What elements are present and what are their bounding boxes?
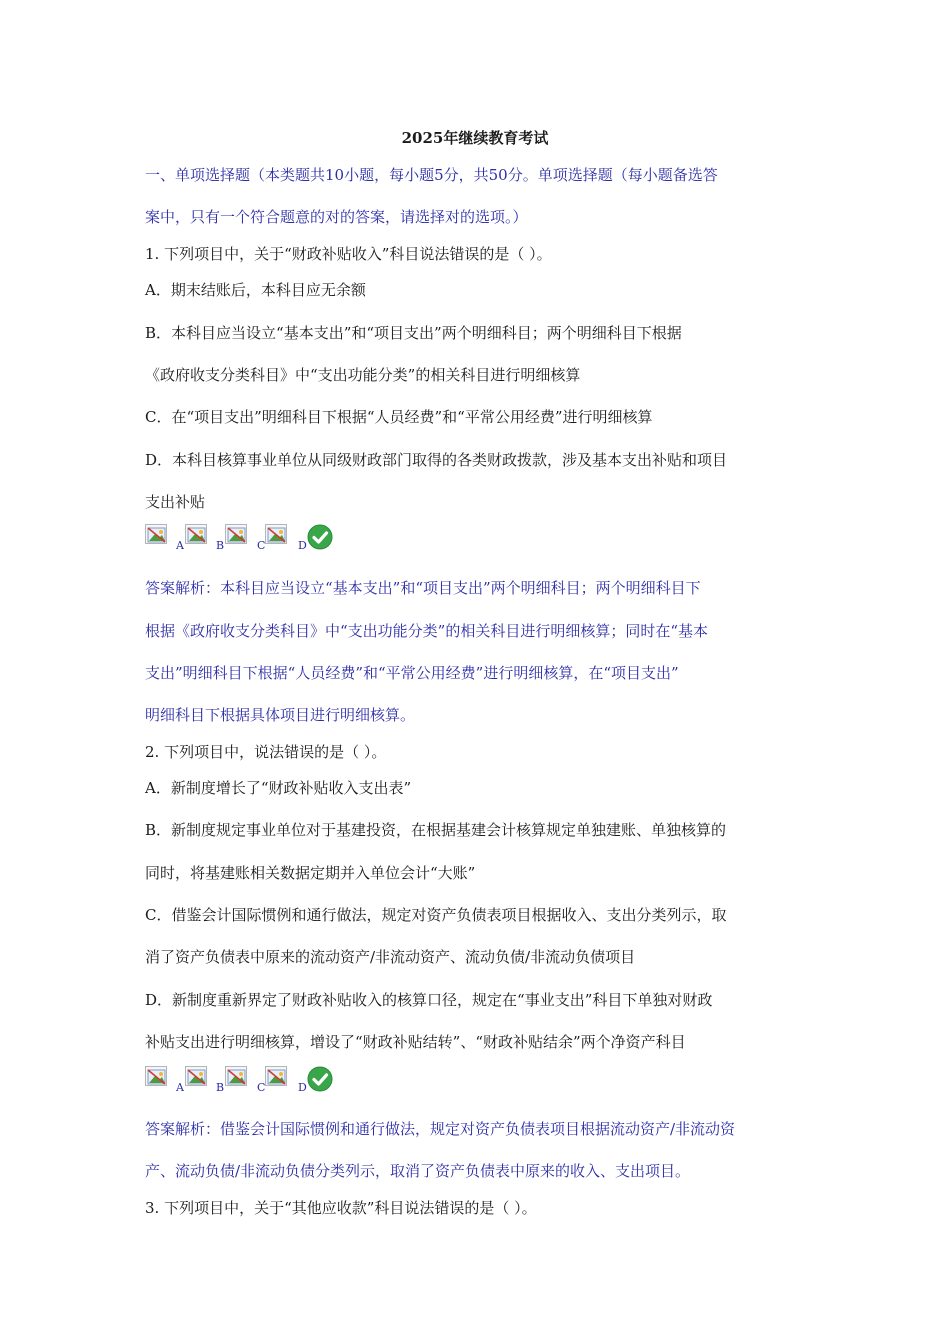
question-1-analysis-line-4: 明细科目下根据具体项目进行明细核算。 [145, 706, 416, 724]
option-label-c: C [257, 539, 266, 552]
question-2-answer-options [145, 1066, 365, 1096]
question-2-option-b-line-2: 同时，将基建账相关数据定期并入单位会计“大账” [145, 864, 476, 882]
question-1-analysis-line-1: 答案解析：本科目应当设立“基本支出”和“项目支出”两个明细科目；两个明细科目下 [145, 579, 701, 597]
question-3-stem: 3. 下列项目中，关于“其他应收款”科目说法错误的是（ ）。 [145, 1199, 537, 1217]
question-1-stem: 1. 下列项目中，关于“财政补贴收入”科目说法错误的是（ ）。 [145, 245, 552, 263]
broken-image-icon[interactable] [145, 1066, 167, 1086]
green-check-icon [307, 524, 333, 550]
question-1-option-a: A．期末结账后，本科目应无余额 [145, 281, 366, 299]
green-check-icon [307, 1066, 333, 1092]
question-2-option-d-line-1: D．新制度重新界定了财政补贴收入的核算口径，规定在“事业支出”科目下单独对财政 [145, 991, 713, 1009]
option-label-a: A [176, 539, 184, 552]
question-1-analysis-line-2: 根据《政府收支分类科目》中“支出功能分类”的相关科目进行明细核算；同时在“基本 [145, 622, 709, 640]
option-label-a: A [176, 1081, 184, 1094]
broken-image-icon[interactable] [265, 524, 287, 544]
question-1-analysis-line-3: 支出”明细科目下根据“人员经费”和“平常公用经费”进行明细核算，在“项目支出” [145, 664, 679, 682]
broken-image-icon[interactable] [225, 1066, 247, 1086]
question-2-analysis-line-1: 答案解析：借鉴会计国际惯例和通行做法，规定对资产负债表项目根据流动资产/非流动资 [145, 1120, 736, 1138]
question-2-analysis-line-2: 产、流动负债/非流动负债分类列示，取消了资产负债表中原来的收入、支出项目。 [145, 1162, 691, 1180]
broken-image-icon[interactable] [185, 524, 207, 544]
broken-image-icon[interactable] [145, 524, 167, 544]
section-heading-line-2: 案中，只有一个符合题意的对的答案，请选择对的选项。） [145, 208, 528, 226]
question-2-option-d-line-2: 补贴支出进行明细核算，增设了“财政补贴结转”、“财政补贴结余”两个净资产科目 [145, 1033, 686, 1051]
question-1-option-c: C．在“项目支出”明细科目下根据“人员经费”和“平常公用经费”进行明细核算 [145, 408, 653, 426]
broken-image-icon[interactable] [265, 1066, 287, 1086]
question-2-stem: 2. 下列项目中，说法错误的是（ ）。 [145, 743, 387, 761]
question-1-option-d-line-1: D．本科目核算事业单位从同级财政部门取得的各类财政拨款，涉及基本支出补贴和项目 [145, 451, 728, 469]
option-label-d: D [298, 1081, 307, 1094]
section-heading-line-1: 一、单项选择题（本类题共10小题，每小题5分，共50分。单项选择题（每小题备选答 [145, 166, 718, 184]
question-2-option-c-line-1: C．借鉴会计国际惯例和通行做法，规定对资产负债表项目根据收入、支出分类列示，取 [145, 906, 727, 924]
question-2-option-c-line-2: 消了资产负债表中原来的流动资产/非流动资产、流动负债/非流动负债项目 [145, 948, 636, 966]
question-2-option-b-line-1: B．新制度规定事业单位对于基建投资，在根据基建会计核算规定单独建账、单独核算的 [145, 821, 727, 839]
option-label-b: B [216, 1081, 225, 1094]
option-label-b: B [216, 539, 225, 552]
question-1-answer-options [145, 524, 365, 554]
question-2-option-a: A．新制度增长了“财政补贴收入支出表” [145, 779, 412, 797]
question-1-option-b-line-2: 《政府收支分类科目》中“支出功能分类”的相关科目进行明细核算 [145, 366, 581, 384]
question-1-option-d-line-2: 支出补贴 [145, 493, 206, 511]
broken-image-icon[interactable] [225, 524, 247, 544]
document-title: 2025年继续教育考试 [401, 129, 549, 147]
broken-image-icon[interactable] [185, 1066, 207, 1086]
option-label-c: C [257, 1081, 266, 1094]
question-1-option-b-line-1: B．本科目应当设立“基本支出”和“项目支出”两个明细科目；两个明细科目下根据 [145, 324, 682, 342]
option-label-d: D [298, 539, 307, 552]
